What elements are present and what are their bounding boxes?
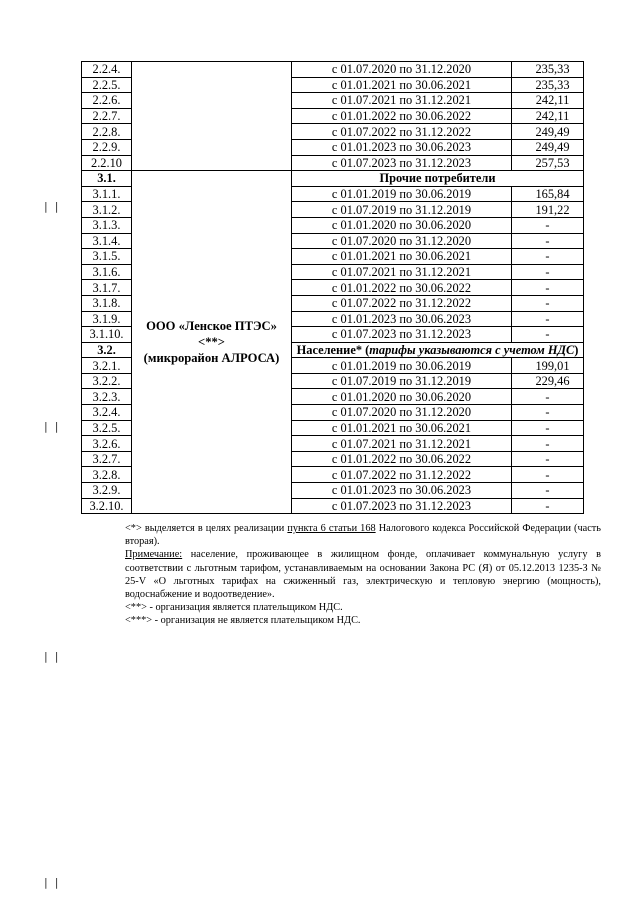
tariff-value: - bbox=[512, 327, 584, 343]
row-number: 3.1.5. bbox=[82, 249, 132, 265]
organization-cell bbox=[132, 171, 292, 514]
row-number: 3.2.4. bbox=[82, 405, 132, 421]
table-row bbox=[82, 62, 584, 78]
period-cell: с 01.01.2022 по 30.06.2022 bbox=[292, 280, 512, 296]
tariff-value: 235,33 bbox=[512, 62, 584, 78]
tariff-value: - bbox=[512, 420, 584, 436]
section-number: 3.1. bbox=[82, 171, 132, 187]
tariff-value: - bbox=[512, 389, 584, 405]
row-number: 2.2.10 bbox=[82, 155, 132, 171]
period-cell: с 01.07.2021 по 31.12.2021 bbox=[292, 93, 512, 109]
row-number: 2.2.7. bbox=[82, 108, 132, 124]
section-title bbox=[292, 342, 584, 358]
tariff-value: - bbox=[512, 311, 584, 327]
scan-mark: | | bbox=[44, 650, 59, 663]
tariff-value: 229,46 bbox=[512, 373, 584, 389]
period-cell: с 01.07.2022 по 31.12.2022 bbox=[292, 124, 512, 140]
tariff-value: 199,01 bbox=[512, 358, 584, 374]
org-cell-top bbox=[132, 62, 292, 171]
section-title-italic: тарифы указываются с учетом НДС bbox=[369, 342, 575, 357]
row-number: 3.1.10. bbox=[82, 327, 132, 343]
tariff-value: - bbox=[512, 264, 584, 280]
tariff-value: - bbox=[512, 436, 584, 452]
tariff-value: - bbox=[512, 467, 584, 483]
row-number: 2.2.4. bbox=[82, 62, 132, 78]
footnote-non-vat-payer: <***> - организация не является плательщиком НДС. bbox=[125, 615, 361, 627]
row-number: 3.2.7. bbox=[82, 451, 132, 467]
footnote-vat-payer: <**> - организация является плательщиком НДС. bbox=[125, 602, 343, 614]
period-cell: с 01.07.2020 по 31.12.2020 bbox=[292, 405, 512, 421]
period-cell: с 01.01.2020 по 30.06.2020 bbox=[292, 217, 512, 233]
row-number: 3.2.5. bbox=[82, 420, 132, 436]
period-cell: с 01.07.2021 по 31.12.2021 bbox=[292, 264, 512, 280]
row-number: 3.1.7. bbox=[82, 280, 132, 296]
period-cell: с 01.07.2022 по 31.12.2022 bbox=[292, 467, 512, 483]
section-title-text: Население* ( bbox=[296, 342, 370, 357]
row-number: 3.1.8. bbox=[82, 295, 132, 311]
row-number: 3.2.8. bbox=[82, 467, 132, 483]
row-number: 3.1.6. bbox=[82, 264, 132, 280]
org-name: ООО «Ленское ПТЭС» bbox=[146, 319, 277, 334]
tariff-value: 257,53 bbox=[512, 155, 584, 171]
row-number: 3.2.10. bbox=[82, 498, 132, 514]
row-number: 2.2.8. bbox=[82, 124, 132, 140]
row-number: 3.1.4. bbox=[82, 233, 132, 249]
period-cell: с 01.07.2023 по 31.12.2023 bbox=[292, 155, 512, 171]
footnotes bbox=[125, 522, 601, 628]
period-cell: с 01.01.2023 по 30.06.2023 bbox=[292, 483, 512, 499]
footnote-note bbox=[125, 548, 601, 601]
footnote-vat-text: <*> выделяется в целях реализации bbox=[125, 523, 288, 534]
tariff-value: - bbox=[512, 280, 584, 296]
period-cell: с 01.01.2019 по 30.06.2019 bbox=[292, 358, 512, 374]
org-district: (микрорайон АЛРОСА) bbox=[143, 351, 280, 366]
period-cell: с 01.07.2023 по 31.12.2023 bbox=[292, 498, 512, 514]
row-number: 3.1.1. bbox=[82, 186, 132, 202]
org-vat-mark: <**> bbox=[198, 335, 225, 350]
tariff-table bbox=[81, 61, 584, 514]
period-cell: с 01.01.2020 по 30.06.2020 bbox=[292, 389, 512, 405]
period-cell: с 01.07.2019 по 31.12.2019 bbox=[292, 373, 512, 389]
tariff-value: - bbox=[512, 249, 584, 265]
period-cell: с 01.07.2021 по 31.12.2021 bbox=[292, 436, 512, 452]
period-cell: с 01.01.2023 по 30.06.2023 bbox=[292, 139, 512, 155]
scan-mark: | | bbox=[44, 420, 59, 433]
footnote-vat-text-end: Налогового кодекса Российской Федерации (часть вторая). bbox=[125, 523, 601, 548]
period-cell: с 01.01.2021 по 30.06.2021 bbox=[292, 77, 512, 93]
row-number: 3.2.3. bbox=[82, 389, 132, 405]
row-number: 3.2.9. bbox=[82, 483, 132, 499]
tariff-value: - bbox=[512, 451, 584, 467]
row-number: 3.2.6. bbox=[82, 436, 132, 452]
tariff-table-body bbox=[82, 62, 584, 514]
tariff-value: - bbox=[512, 405, 584, 421]
tariff-value: 242,11 bbox=[512, 108, 584, 124]
period-cell: с 01.01.2019 по 30.06.2019 bbox=[292, 186, 512, 202]
tariff-value: 235,33 bbox=[512, 77, 584, 93]
note-text: население, проживающее в жилищном фонде, оплачивает коммунальную услугу в соответствии с льготным тарифом, устанавливаемым на основании Закона РС (Я) от 05.12.2013 1235-З № 25-V «О льготных тарифах на сжиженный газ, электрическую и тепловую энергию (мощность), водоснабжение и водоотведение». bbox=[125, 549, 601, 601]
footnote-vat bbox=[125, 522, 601, 548]
tariff-value: - bbox=[512, 498, 584, 514]
period-cell: с 01.07.2020 по 31.12.2020 bbox=[292, 62, 512, 78]
tariff-value: 191,22 bbox=[512, 202, 584, 218]
period-cell: с 01.07.2020 по 31.12.2020 bbox=[292, 233, 512, 249]
section-title-end: ) bbox=[574, 342, 579, 357]
section-title: Прочие потребители bbox=[292, 171, 584, 187]
section-row bbox=[82, 171, 584, 187]
period-cell: с 01.01.2021 по 30.06.2021 bbox=[292, 249, 512, 265]
row-number: 3.1.2. bbox=[82, 202, 132, 218]
tariff-value: - bbox=[512, 483, 584, 499]
row-number: 3.2.1. bbox=[82, 358, 132, 374]
period-cell: с 01.01.2022 по 30.06.2022 bbox=[292, 108, 512, 124]
tax-code-link[interactable]: пункта 6 статьи 168 bbox=[287, 523, 376, 534]
row-number: 3.2.2. bbox=[82, 373, 132, 389]
tariff-value: - bbox=[512, 295, 584, 311]
period-cell: с 01.01.2022 по 30.06.2022 bbox=[292, 451, 512, 467]
row-number: 3.1.3. bbox=[82, 217, 132, 233]
section-number: 3.2. bbox=[82, 342, 132, 358]
tariff-value: 249,49 bbox=[512, 139, 584, 155]
scan-mark: | | bbox=[44, 876, 59, 889]
period-cell: с 01.07.2019 по 31.12.2019 bbox=[292, 202, 512, 218]
period-cell: с 01.07.2023 по 31.12.2023 bbox=[292, 327, 512, 343]
scan-mark: | | bbox=[44, 200, 59, 213]
period-cell: с 01.01.2023 по 30.06.2023 bbox=[292, 311, 512, 327]
period-cell: с 01.01.2021 по 30.06.2021 bbox=[292, 420, 512, 436]
tariff-value: 249,49 bbox=[512, 124, 584, 140]
row-number: 2.2.6. bbox=[82, 93, 132, 109]
tariff-value: 165,84 bbox=[512, 186, 584, 202]
note-label: Примечание: bbox=[125, 549, 183, 561]
tariff-value: 242,11 bbox=[512, 93, 584, 109]
row-number: 2.2.9. bbox=[82, 139, 132, 155]
tariff-value: - bbox=[512, 217, 584, 233]
row-number: 3.1.9. bbox=[82, 311, 132, 327]
row-number: 2.2.5. bbox=[82, 77, 132, 93]
period-cell: с 01.07.2022 по 31.12.2022 bbox=[292, 295, 512, 311]
tariff-value: - bbox=[512, 233, 584, 249]
